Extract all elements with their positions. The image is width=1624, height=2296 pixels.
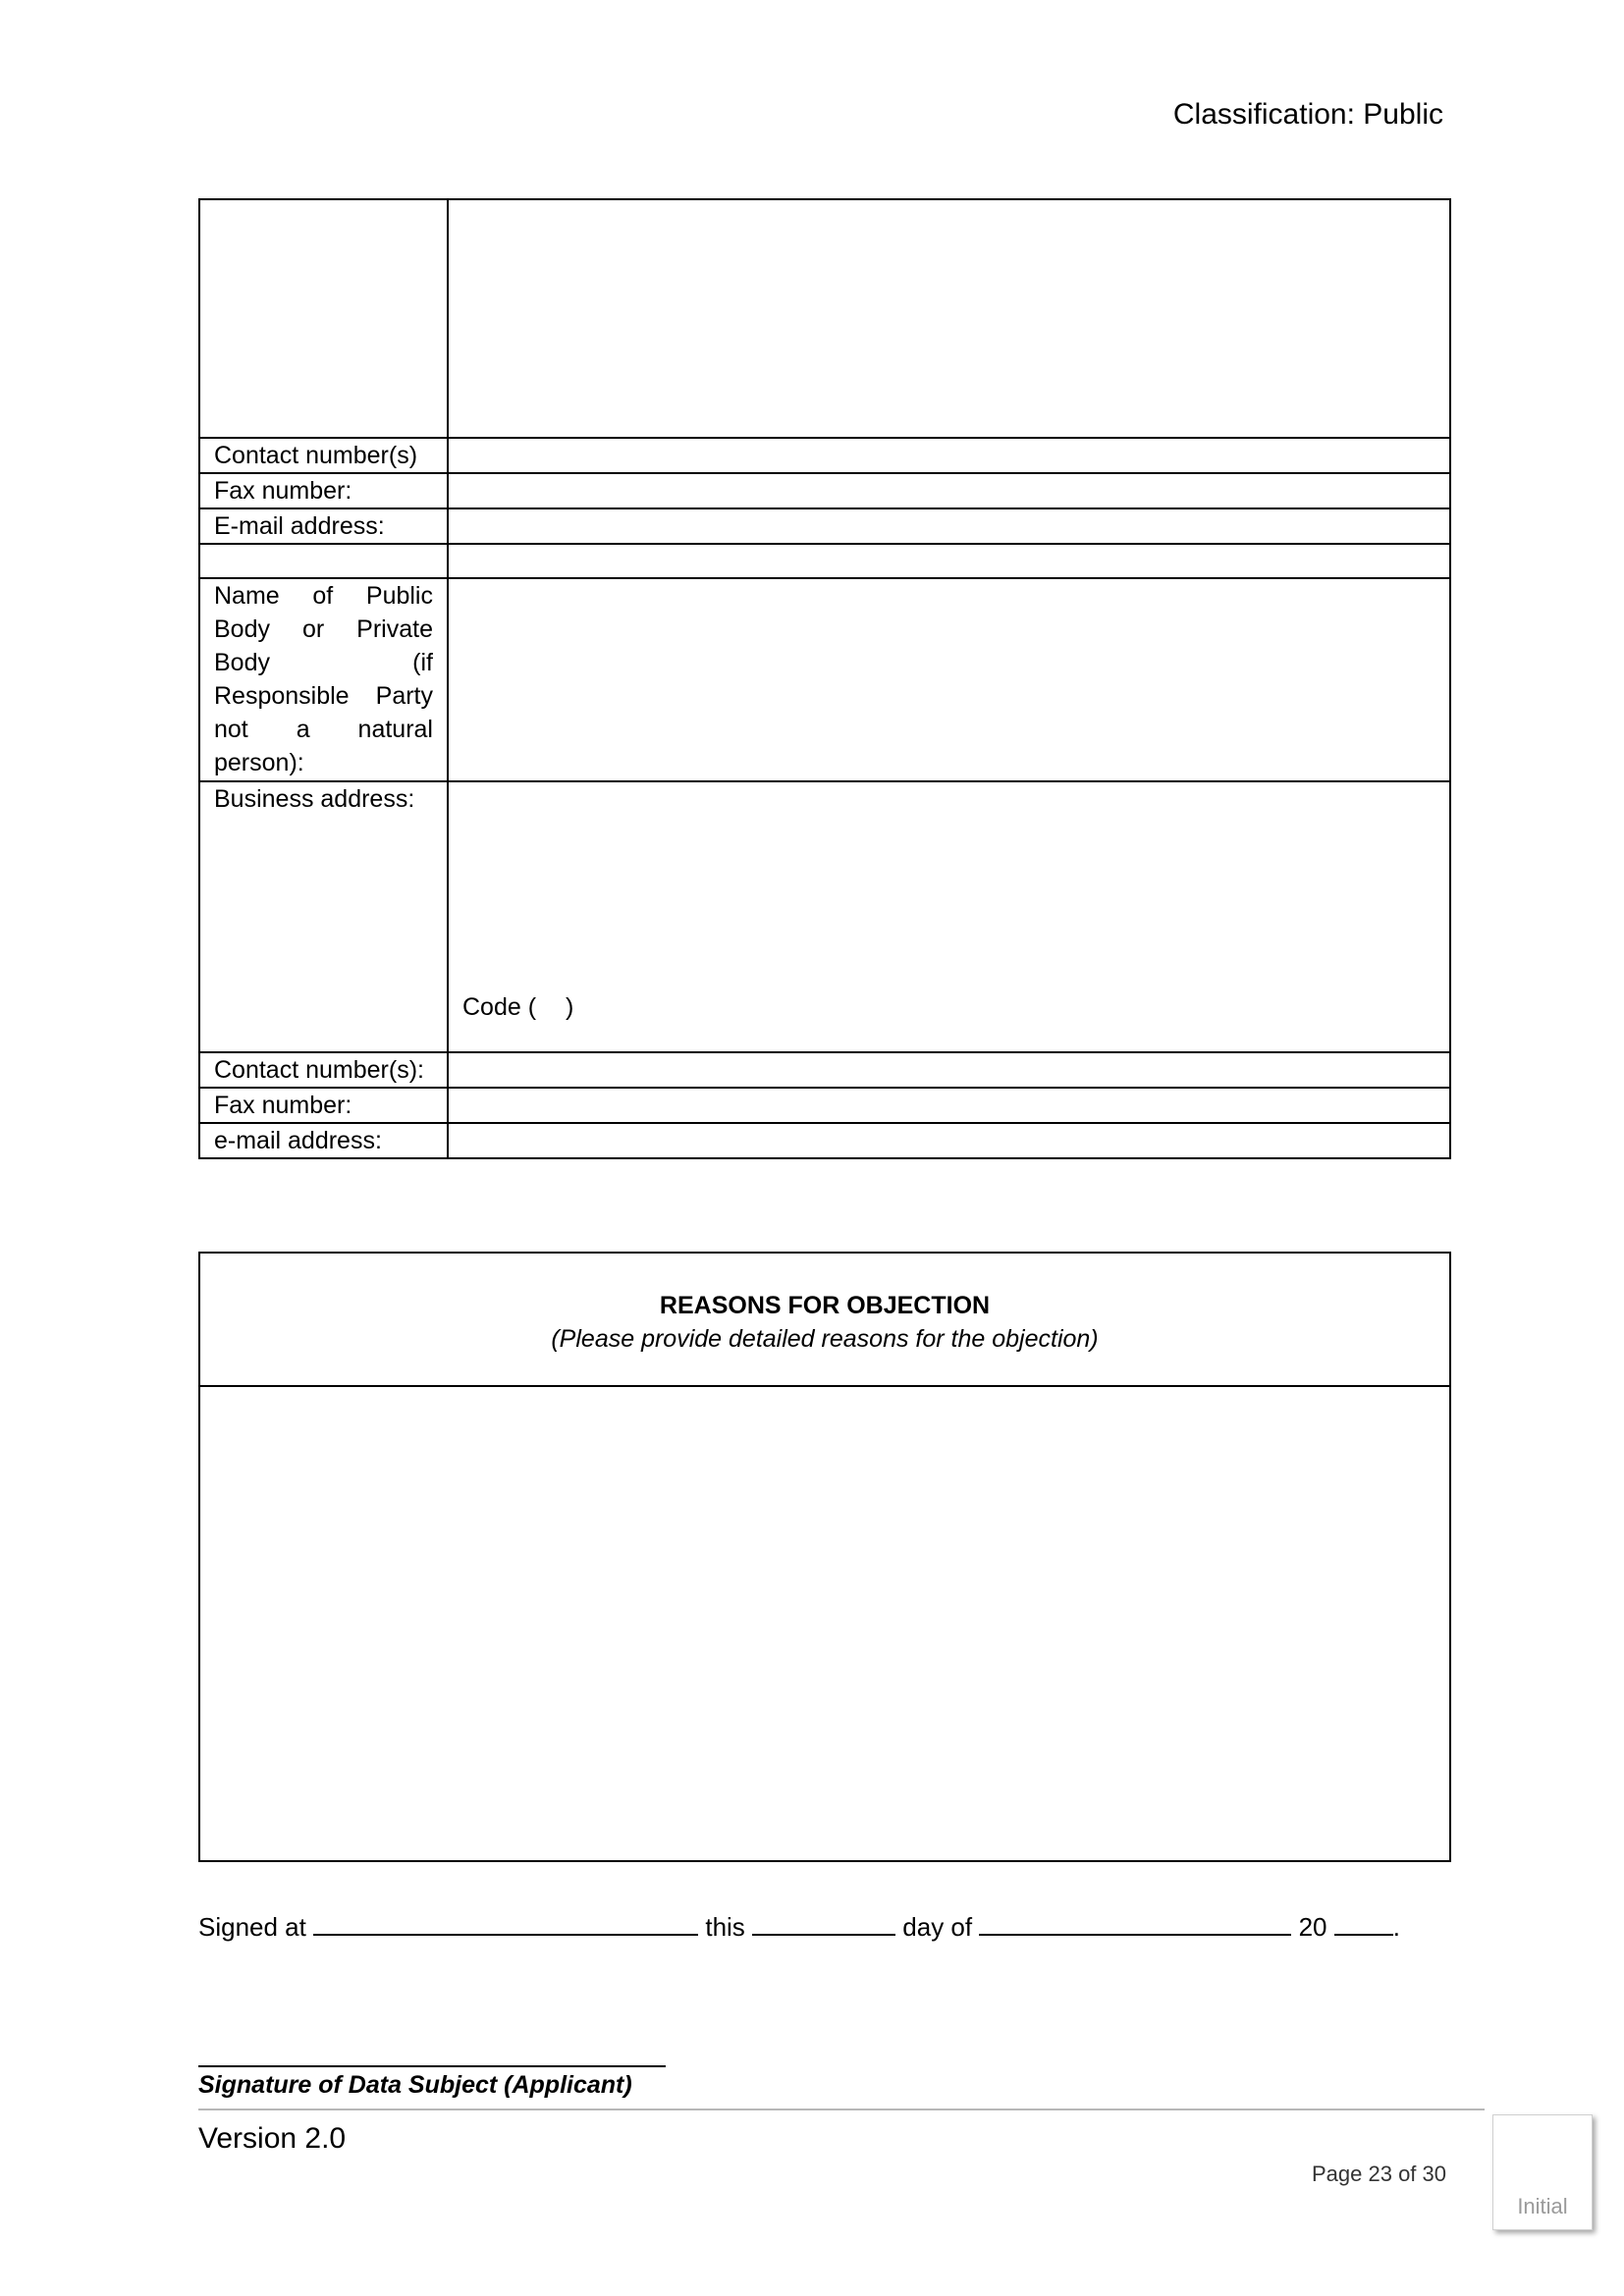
month-field[interactable] [979,1910,1291,1936]
day-field[interactable] [752,1910,895,1936]
row-label [199,544,448,578]
page-number: Page 23 of 30 [1312,2162,1447,2186]
business-address-field[interactable] [448,781,1450,1052]
signed-at-place-field[interactable] [313,1910,698,1936]
business-address-label: Business address: [199,781,448,1052]
day-of-label: day of [902,1912,973,1942]
table-row [199,1052,1450,1088]
business-contact-number-field[interactable] [448,1052,1450,1088]
this-label: this [705,1912,745,1942]
version-label: Version 2.0 [198,2122,347,2155]
table-row [199,544,1450,578]
reasons-for-objection-box [198,1252,1451,1862]
body-name-label-line: Name of Public [214,582,433,610]
table-row [199,578,1450,781]
body-name-label [199,578,448,781]
body-name-label-line: not a natural [214,716,433,743]
business-email-address-label: e-mail address: [199,1123,448,1158]
reasons-subtitle: (Please provide detailed reasons for the objection) [551,1325,1099,1353]
blank-field[interactable] [448,544,1450,578]
initial-label: Initial [1517,2194,1568,2218]
body-name-label-line: person): [214,749,304,776]
table-row [199,781,1450,1052]
email-address-label: E-mail address: [199,508,448,544]
address-field[interactable] [448,199,1450,438]
period: . [1392,1912,1400,1942]
responsible-party-table [198,198,1451,1159]
contact-number-label: Contact number(s) [199,438,448,473]
classification-label: Classification: Public [1172,98,1443,131]
signed-line [198,1910,1400,1944]
table-row [199,438,1450,473]
table-row [199,1123,1450,1158]
row-label [199,199,448,438]
reasons-header [200,1254,1449,1387]
fax-number-field[interactable] [448,473,1450,508]
fax-number-label: Fax number: [199,473,448,508]
email-address-field[interactable] [448,508,1450,544]
table-row [199,508,1450,544]
year-field[interactable] [1334,1910,1393,1936]
body-name-label-line: Body (if [214,649,433,676]
initial-box[interactable] [1492,2114,1593,2230]
reasons-text-area[interactable] [200,1387,1449,1858]
body-name-label-line: Body or Private [214,615,433,643]
body-name-label-line: Responsible Party [214,682,433,710]
business-contact-number-label: Contact number(s): [199,1052,448,1088]
body-name-field[interactable] [448,578,1450,781]
reasons-title: REASONS FOR OBJECTION [659,1292,991,1319]
table-row [199,473,1450,508]
table-row [199,1088,1450,1123]
postal-code-label: Code ( ) [462,993,574,1021]
business-fax-number-field[interactable] [448,1088,1450,1123]
signature-label: Signature of Data Subject (Applicant) [198,2071,632,2099]
signed-at-label: Signed at [198,1912,306,1942]
signature-line[interactable] [198,2065,666,2067]
business-email-address-field[interactable] [448,1123,1450,1158]
business-fax-number-label: Fax number: [199,1088,448,1123]
footer-divider [198,2109,1485,2110]
contact-number-field[interactable] [448,438,1450,473]
year-prefix-label: 20 [1298,1912,1327,1942]
table-row [199,199,1450,438]
